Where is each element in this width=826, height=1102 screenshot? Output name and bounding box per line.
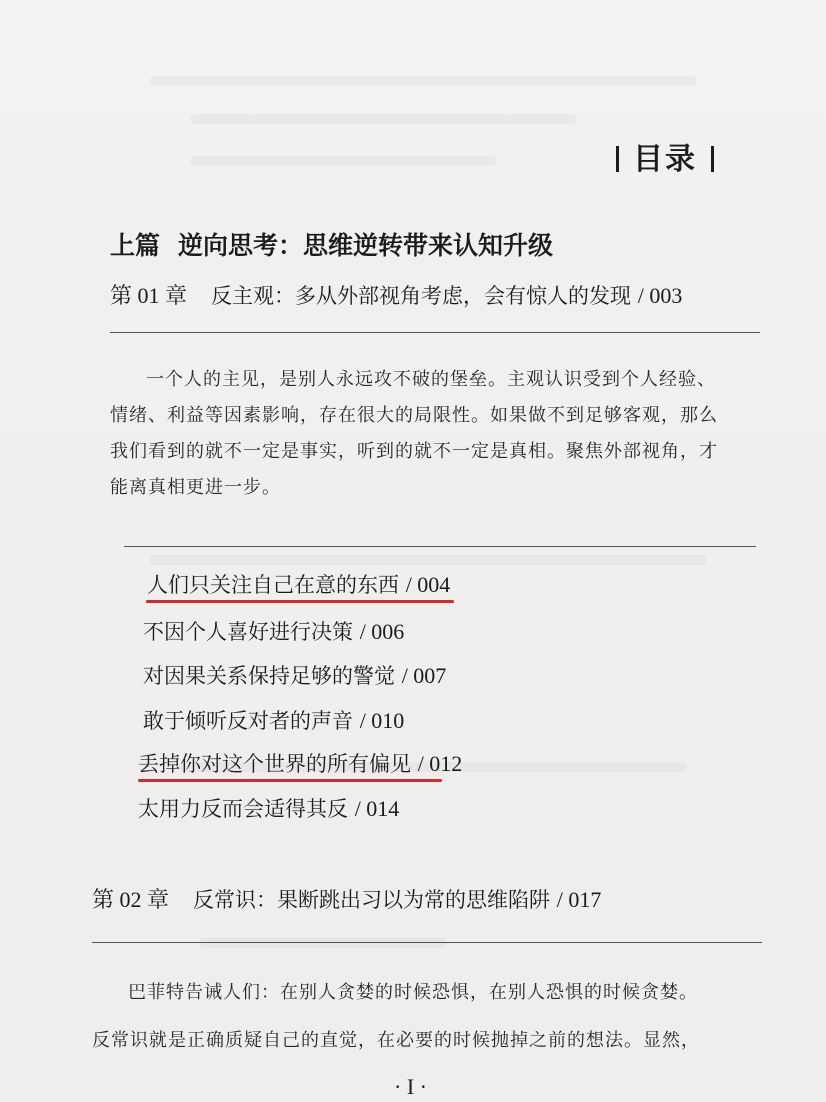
toc-entry-page: / 010 — [359, 708, 405, 733]
bleed-through-shadow — [150, 76, 696, 86]
title-bar-right — [711, 146, 714, 172]
divider — [92, 942, 762, 943]
chapter-number: 第 01 章 — [110, 283, 188, 308]
toc-entry[interactable] — [138, 793, 399, 823]
bleed-through-shadow — [190, 156, 496, 166]
summary-line: 反常识就是正确质疑自己的直觉，在必要的时候抛掉之前的想法。显然， — [92, 1030, 700, 1051]
part-title: 逆向思考：思维逆转带来认知升级 — [178, 231, 554, 260]
toc-title — [602, 134, 728, 178]
part-label: 上篇 — [110, 231, 161, 260]
toc-entry[interactable] — [143, 705, 404, 735]
toc-entry-title: 人们只关注自己在意的东西 — [147, 573, 399, 597]
chapter-page: / 017 — [556, 887, 602, 912]
toc-entry-title: 敢于倾听反对者的声音 — [143, 709, 353, 733]
toc-entry-page: / 014 — [354, 796, 400, 821]
divider — [124, 546, 756, 547]
title-bar-left — [616, 146, 619, 172]
summary-line: 能离真相更进一步。 — [110, 477, 281, 498]
red-pen-underline — [138, 779, 442, 782]
toc-entry-title: 对因果关系保持足够的警觉 — [143, 664, 395, 688]
chapter-title: 反常识：果断跳出习以为常的思维陷阱 — [193, 888, 551, 912]
toc-entry-title: 太用力反而会适得其反 — [138, 797, 348, 821]
bleed-through-shadow — [200, 938, 446, 948]
chapter-number: 第 02 章 — [92, 887, 170, 912]
toc-entry[interactable] — [143, 660, 446, 690]
toc-entry[interactable] — [147, 569, 450, 599]
chapter-page: / 003 — [637, 283, 683, 308]
chapter-summary — [110, 362, 758, 506]
toc-entry[interactable] — [138, 748, 462, 778]
bleed-through-shadow — [150, 555, 706, 565]
part-heading — [110, 226, 553, 262]
page-number: · I · — [394, 1074, 427, 1099]
chapter-heading[interactable] — [110, 279, 682, 310]
summary-line: 巴菲特告诫人们：在别人贪婪的时候恐惧，在别人恐惧的时候贪婪。 — [128, 982, 698, 1003]
toc-entry-page: / 007 — [401, 663, 447, 688]
chapter-summary — [92, 969, 792, 1065]
toc-entry-title: 丢掉你对这个世界的所有偏见 — [138, 752, 411, 776]
toc-entry-page: / 006 — [359, 619, 405, 644]
toc-title-text: 目录 — [633, 142, 697, 177]
chapter-title: 反主观：多从外部视角考虑，会有惊人的发现 — [211, 284, 632, 308]
divider — [110, 332, 760, 333]
toc-entry-page: / 004 — [405, 572, 451, 597]
summary-line: 情绪、利益等因素影响，存在很大的局限性。如果做不到足够客观，那么 — [110, 405, 718, 426]
toc-entry[interactable] — [143, 616, 404, 646]
toc-entry-page: / 012 — [417, 751, 463, 776]
summary-line: 我们看到的就不一定是事实，听到的就不一定是真相。聚焦外部视角，才 — [110, 441, 718, 462]
bleed-through-shadow — [190, 114, 576, 124]
summary-line: 一个人的主见，是别人永远攻不破的堡垒。主观认识受到个人经验、 — [146, 369, 716, 390]
red-pen-underline — [146, 600, 454, 603]
chapter-heading[interactable] — [92, 883, 601, 914]
toc-entry-title: 不因个人喜好进行决策 — [143, 620, 353, 644]
